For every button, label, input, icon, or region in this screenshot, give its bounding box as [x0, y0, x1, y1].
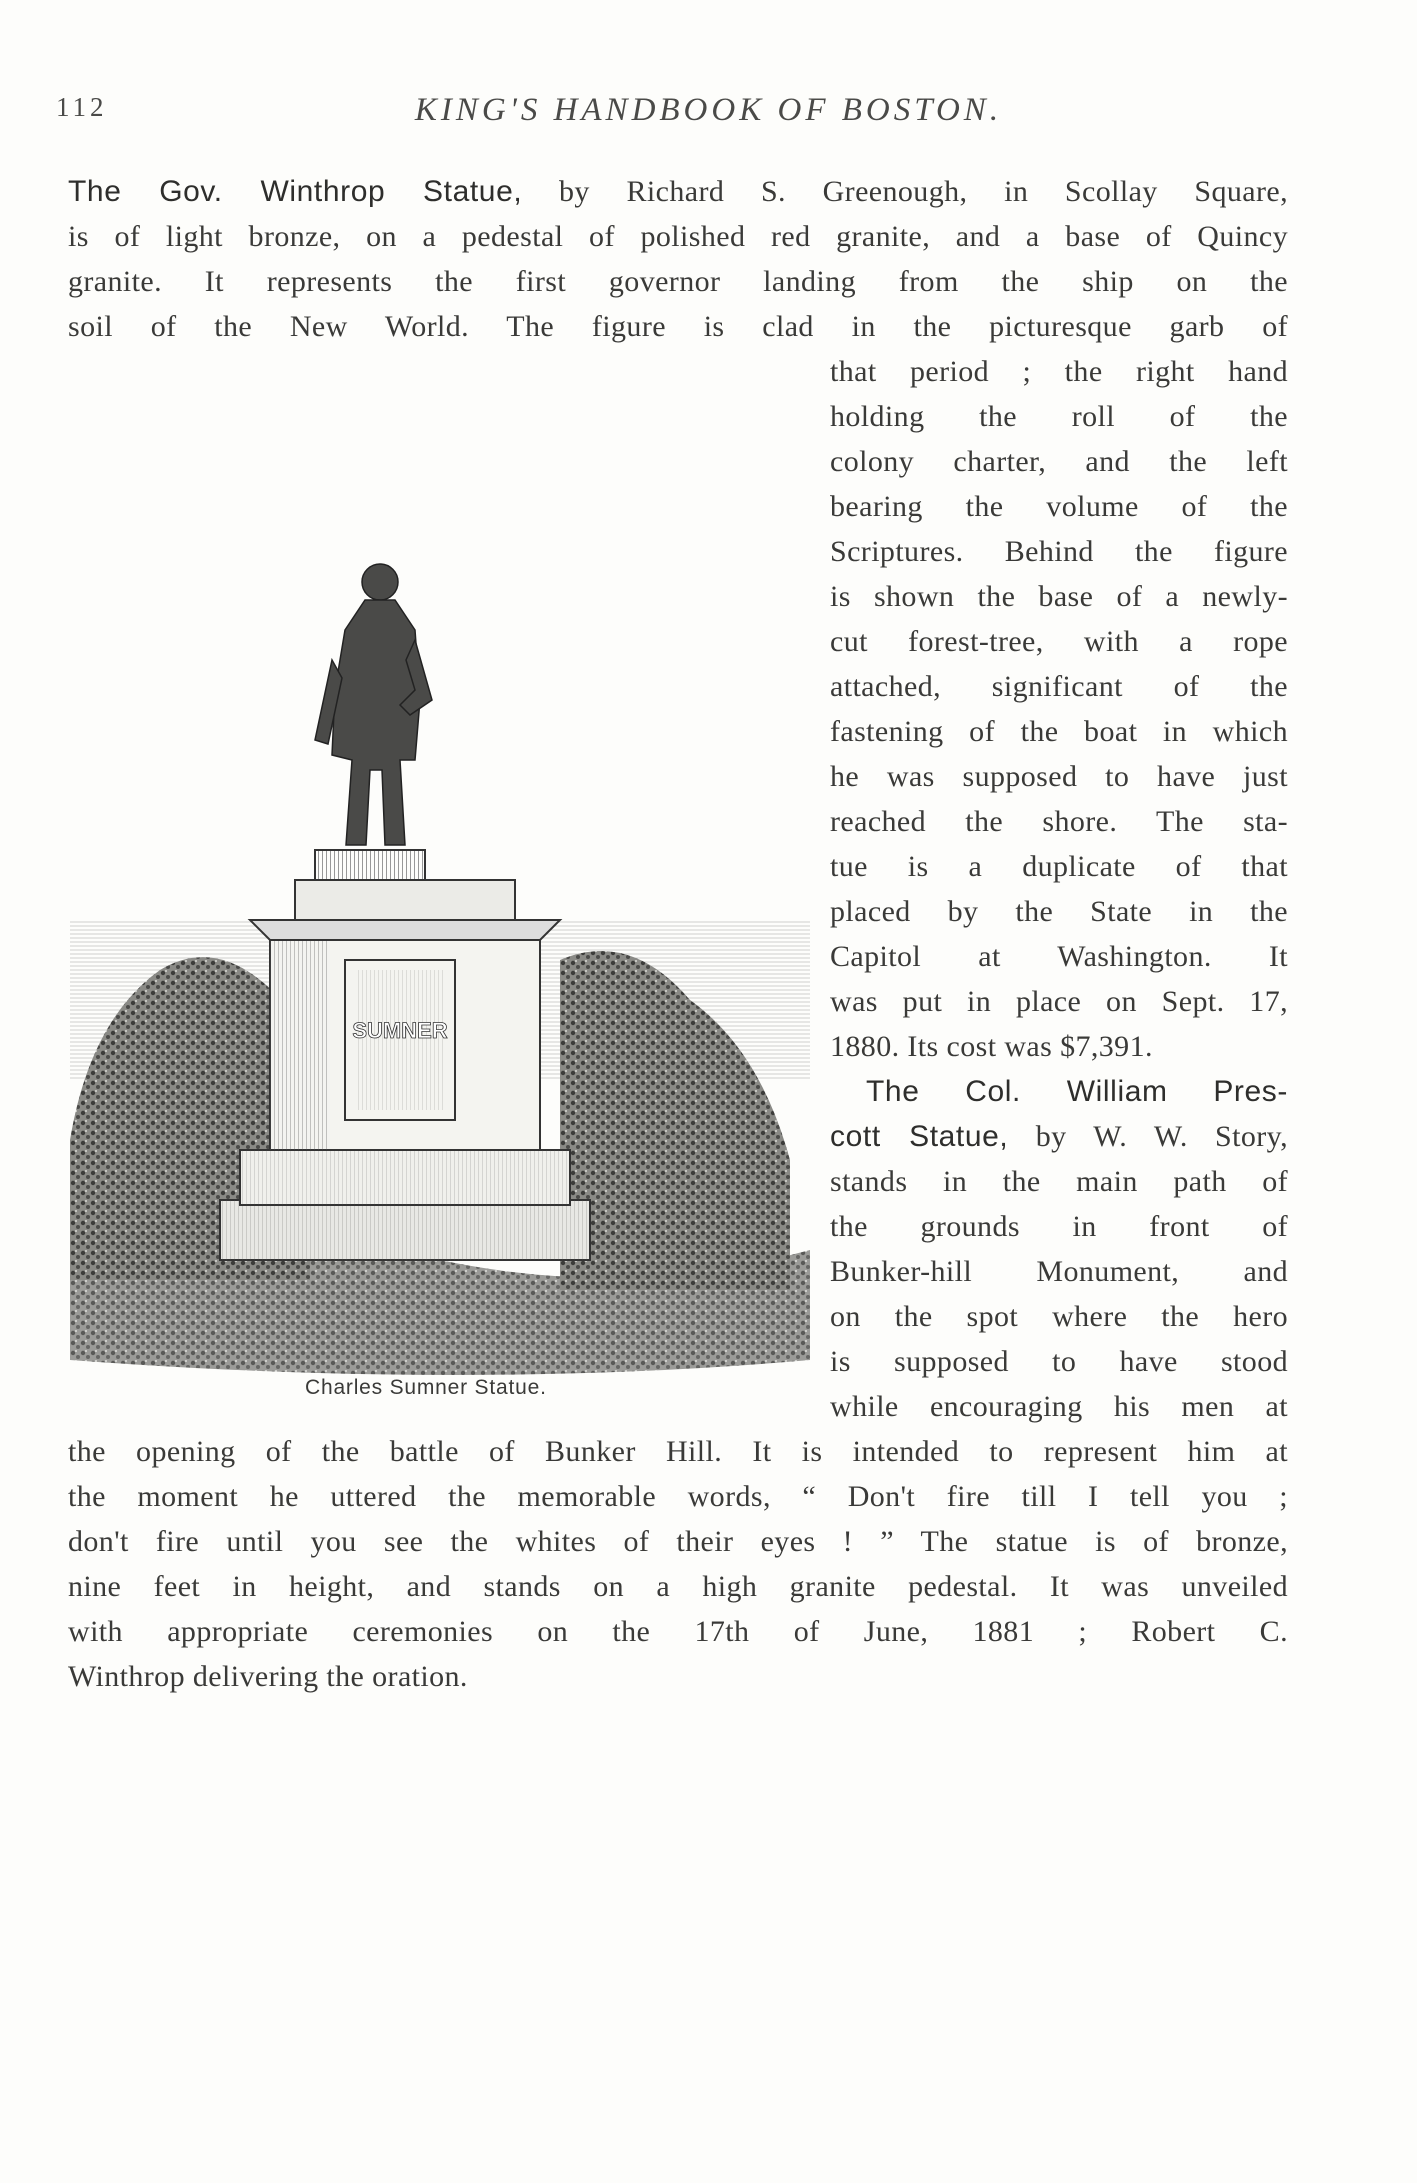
text-line	[830, 1119, 1288, 1155]
plinth-inscription: SUMNER	[352, 1018, 448, 1043]
statue-name: The Col. William Pres-	[866, 1075, 1288, 1108]
text-line: bearing the volume of the	[830, 490, 1288, 523]
statue-name: cott Statue,	[830, 1120, 1009, 1153]
text-line: is shown the base of a newly-	[830, 580, 1288, 613]
statue-figure	[315, 564, 432, 845]
text-line: cut forest-tree, with a rope	[830, 625, 1288, 658]
text-line: on the spot where the hero	[830, 1300, 1288, 1333]
text-line: attached, significant of the	[830, 670, 1288, 703]
text-line: he was supposed to have just	[830, 760, 1288, 793]
text-line: the grounds in front of	[830, 1210, 1288, 1243]
text-line: that period ; the right hand	[830, 355, 1288, 388]
text-line: fastening of the boat in which	[830, 715, 1288, 748]
statue-plinth	[315, 850, 425, 880]
text-line: colony charter, and the left	[830, 445, 1288, 478]
text-line: granite. It represents the first governor landing from the ship on the	[68, 265, 1288, 298]
text-line: while encouraging his men at	[830, 1390, 1288, 1423]
text-line: Bunker-hill Monument, and	[830, 1255, 1288, 1288]
text-line: placed by the State in the	[830, 895, 1288, 928]
running-header	[0, 92, 1417, 132]
text-line: with appropriate ceremonies on the 17th of June, 1881 ; Robert C.	[68, 1615, 1288, 1648]
running-title: KING'S HANDBOOK OF BOSTON.	[414, 92, 1003, 128]
text-line: stands in the main path of	[830, 1165, 1288, 1198]
text-line: Scriptures. Behind the figure	[830, 535, 1288, 568]
text-line: Capitol at Washington. It	[830, 940, 1288, 973]
text-line: is of light bronze, on a pedestal of polished red granite, and a base of Quincy	[68, 220, 1288, 253]
text-line: 1880. Its cost was $7,391.	[830, 1030, 1153, 1063]
text-line: don't fire until you see the whites of their eyes ! ” The statue is of bronze,	[68, 1525, 1288, 1558]
text-line	[68, 174, 1288, 210]
figure-caption: Charles Sumner Statue.	[305, 1376, 547, 1399]
text-span: by Richard S. Greenough, in Scollay Square,	[559, 175, 1288, 208]
text-span: by W. W. Story,	[1035, 1120, 1288, 1153]
text-line: the moment he uttered the memorable words, “ Don't fire till I tell you ;	[68, 1480, 1288, 1513]
text-line: is supposed to have stood	[830, 1345, 1288, 1378]
pedestal-top	[295, 880, 515, 920]
page-number: 112	[56, 92, 108, 122]
sumner-statue-engraving	[70, 360, 810, 1380]
statue-name: The Gov. Winthrop Statue,	[68, 175, 523, 208]
text-line: Winthrop delivering the oration.	[68, 1660, 468, 1693]
text-line: reached the shore. The sta-	[830, 805, 1288, 838]
text-line: tue is a duplicate of that	[830, 850, 1288, 883]
text-line: nine feet in height, and stands on a high granite pedestal. It was unveiled	[68, 1570, 1288, 1603]
text-line: soil of the New World. The figure is clad in the picturesque garb of	[68, 310, 1288, 343]
pedestal-cornice	[250, 920, 560, 940]
text-line: was put in place on Sept. 17,	[830, 985, 1288, 1018]
text-line	[866, 1074, 1288, 1110]
text-line: holding the roll of the	[830, 400, 1288, 433]
text-line: the opening of the battle of Bunker Hill. It is intended to represent him at	[68, 1435, 1288, 1468]
